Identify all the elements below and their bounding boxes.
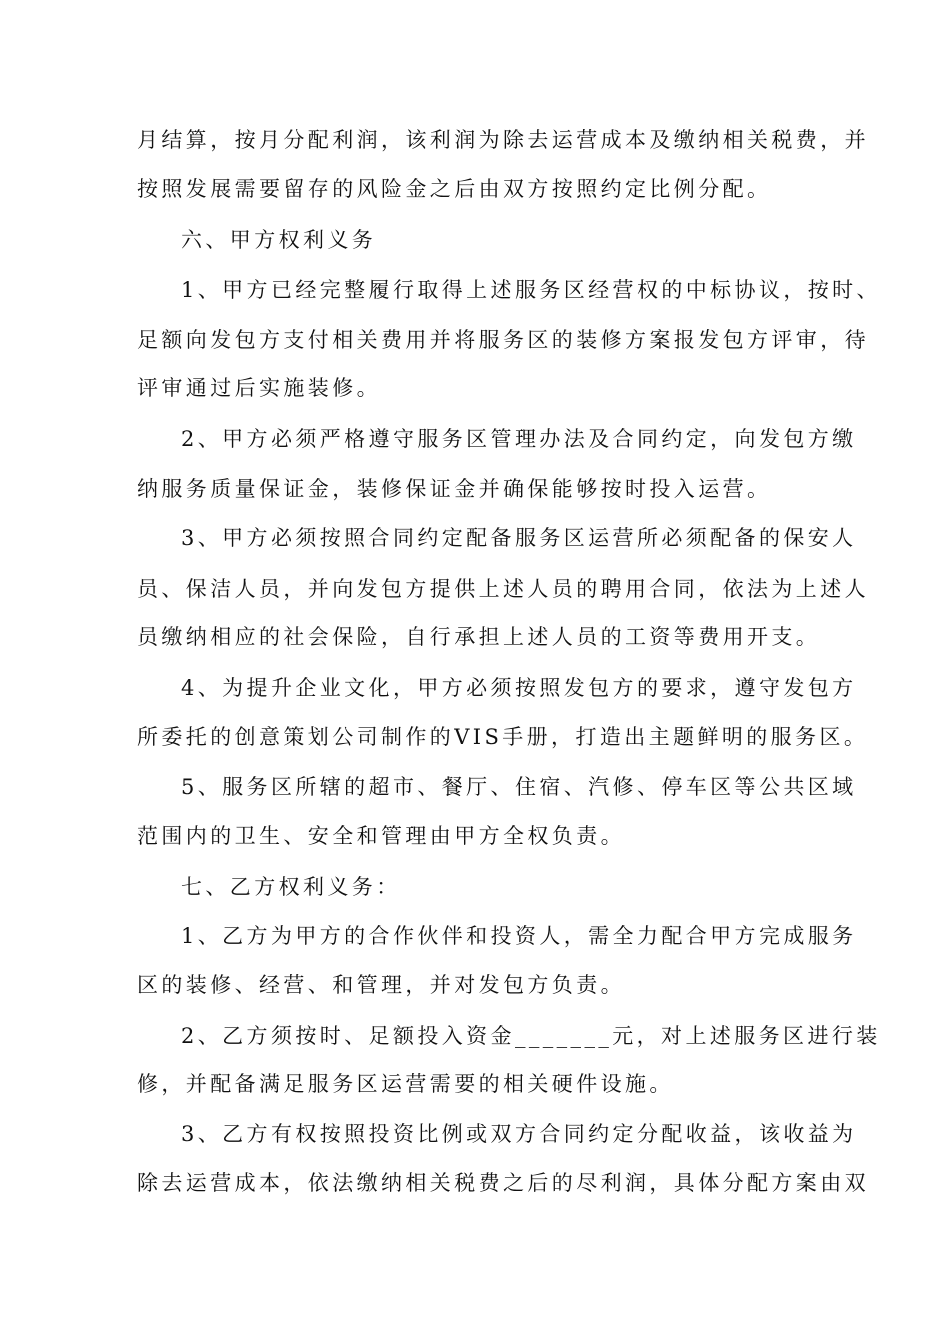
clause-a-2: 2、甲方必须严格遵守服务区管理办法及合同约定，向发包方缴 xyxy=(181,427,857,451)
clause-a-3: 3、甲方必须按照合同约定配备服务区运营所必须配备的保安人 xyxy=(181,526,857,550)
section-heading-party-b: 七、乙方权利义务： xyxy=(181,875,401,899)
clause-b-3-cont: 除去运营成本，依法缴纳相关税费之后的尽利润，具体分配方案由双 xyxy=(137,1171,869,1195)
clause-b-3: 3、乙方有权按照投资比例或双方合同约定分配收益，该收益为 xyxy=(181,1122,857,1146)
clause-a-1-cont: 足额向发包方支付相关费用并将服务区的装修方案报发包方评审，待 xyxy=(137,328,869,352)
clause-b-2: 2、乙方须按时、足额投入资金_______元，对上述服务区进行装 xyxy=(181,1024,881,1048)
clause-a-1: 1、甲方已经完整履行取得上述服务区经营权的中标协议，按时、 xyxy=(181,278,881,302)
clause-a-4: 4、为提升企业文化，甲方必须按照发包方的要求，遵守发包方 xyxy=(181,676,857,700)
clause-a-4-cont: 所委托的创意策划公司制作的VIS手册，打造出主题鲜明的服务区。 xyxy=(137,725,869,749)
text-line-continuation: 按照发展需要留存的风险金之后由双方按照约定比例分配。 xyxy=(137,177,772,201)
clause-a-3-cont: 员、保洁人员，并向发包方提供上述人员的聘用合同，依法为上述人 xyxy=(137,577,869,601)
clause-a-3-cont: 员缴纳相应的社会保险，自行承担上述人员的工资等费用开支。 xyxy=(137,625,821,649)
clause-b-1-cont: 区的装修、经营、和管理，并对发包方负责。 xyxy=(137,973,625,997)
clause-a-5: 5、服务区所辖的超市、餐厅、住宿、汽修、停车区等公共区域 xyxy=(181,775,857,799)
section-heading-party-a: 六、甲方权利义务 xyxy=(181,228,377,252)
text-line-continuation: 月结算，按月分配利润，该利润为除去运营成本及缴纳相关税费，并 xyxy=(137,128,869,152)
clause-b-2-cont: 修，并配备满足服务区运营需要的相关硬件设施。 xyxy=(137,1072,674,1096)
clause-a-5-cont: 范围内的卫生、安全和管理由甲方全权负责。 xyxy=(137,824,625,848)
clause-a-1-cont: 评审通过后实施装修。 xyxy=(137,376,381,400)
clause-b-1: 1、乙方为甲方的合作伙伴和投资人，需全力配合甲方完成服务 xyxy=(181,924,857,948)
clause-a-2-cont: 纳服务质量保证金，装修保证金并确保能够按时投入运营。 xyxy=(137,477,772,501)
